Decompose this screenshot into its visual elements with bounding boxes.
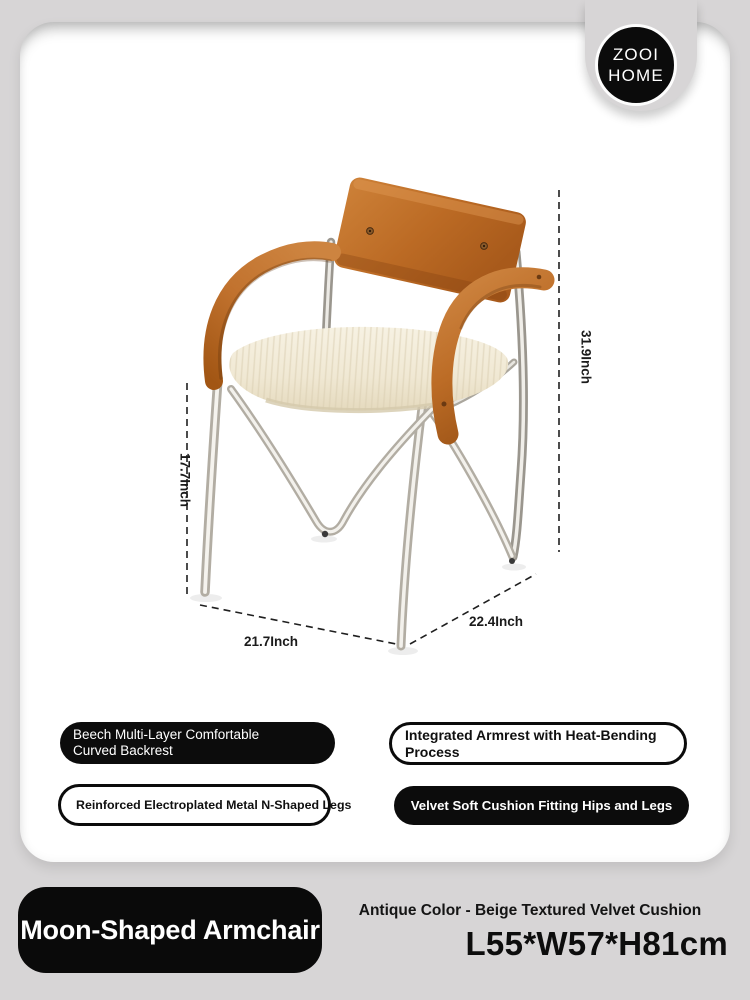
color-variant-text: Antique Color - Beige Textured Velvet Cushion: [358, 902, 702, 919]
feature-pill-armrest: [389, 722, 687, 765]
feature-cushion-line1: Velvet Soft Cushion Fitting Hips and Legs: [410, 798, 673, 813]
height-dimension-label: 31.9Inch: [578, 329, 594, 385]
size-spec-text: L55*W57*H81cm: [465, 925, 728, 962]
width-dimension-label: 21.7Inch: [243, 634, 299, 649]
feature-pill-backrest: [60, 722, 335, 764]
depth-dimension-line: [410, 574, 536, 644]
product-name: Moon-Shaped Armchair: [20, 914, 320, 945]
product-name-box: [18, 887, 322, 973]
leg-foot-caps: [322, 531, 515, 564]
feature-backrest-line2: Curved Backrest: [73, 743, 173, 758]
feature-legs-line1: Reinforced Electroplated Metal N-Shaped Legs: [76, 798, 352, 812]
feature-armrest-line2: Process: [405, 743, 460, 760]
brand-logo-tab: [585, 0, 697, 111]
feature-backrest-line1: Beech Multi-Layer Comfortable: [73, 726, 260, 742]
feature-pill-legs: [58, 784, 352, 826]
brand-logo: [595, 24, 677, 106]
feature-pill-cushion: [394, 786, 689, 825]
brand-name-line2: HOME: [608, 66, 664, 85]
brand-name-line1: ZOOI: [612, 45, 660, 64]
depth-dimension-label: 22.4Inch: [468, 614, 524, 629]
feature-armrest-line1: Integrated Armrest with Heat-Bending: [405, 726, 657, 743]
seat-height-dimension-label: 17.7Inch: [177, 452, 193, 508]
